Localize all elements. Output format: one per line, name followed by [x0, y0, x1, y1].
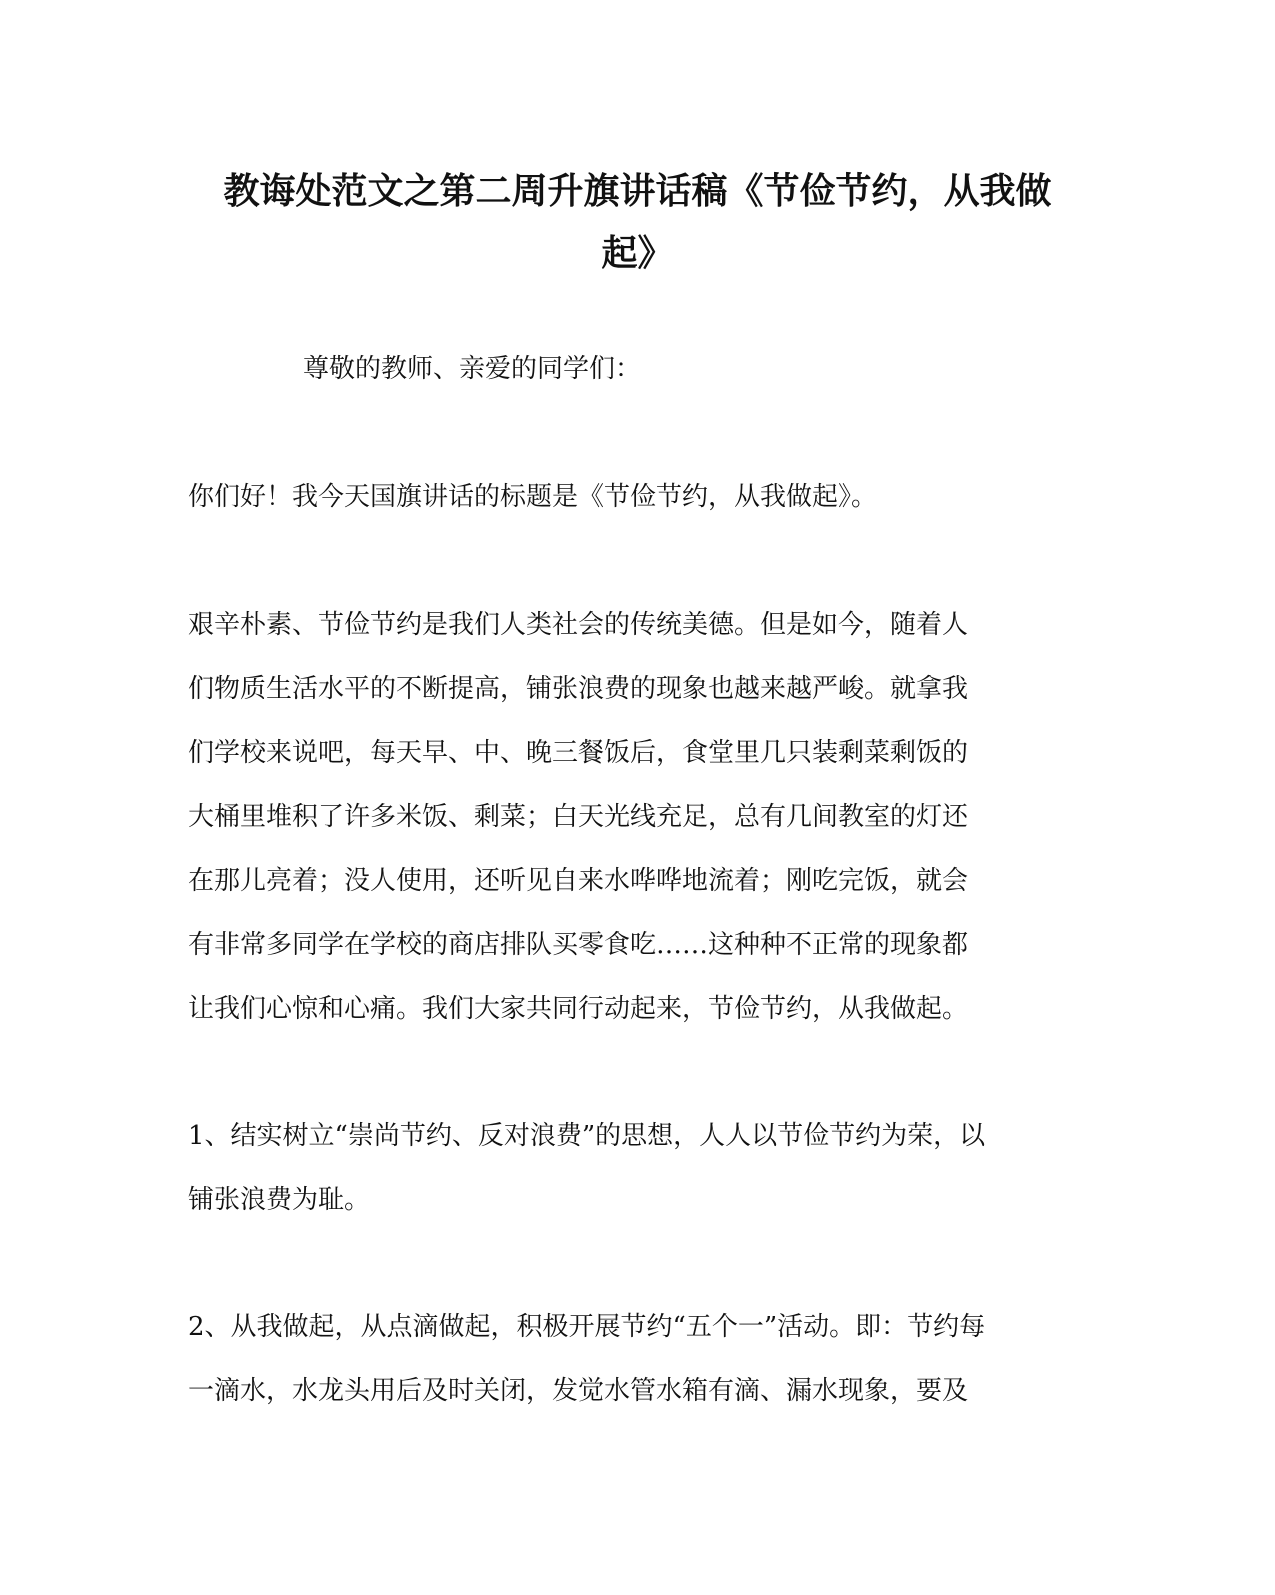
point2-line-2: 一滴水，水龙头用后及时关闭，发觉水管水箱有滴、漏水现象，要及: [188, 1376, 969, 1406]
paragraph1-line-2: 们物质生活水平的不断提高，铺张浪费的现象也越来越严峻。就拿我: [188, 674, 969, 704]
greeting: 你们好！我今天国旗讲话的标题是《节俭节约，从我做起》。: [188, 482, 878, 512]
paragraph1-line-3: 们学校来说吧，每天早、中、晚三餐饭后，食堂里几只装剩菜剩饭的: [188, 738, 969, 768]
paragraph1-line-6: 有非常多同学在学校的商店排队买零食吃……这种种不正常的现象都: [188, 930, 969, 960]
point1-line-2: 铺张浪费为耻。: [188, 1185, 371, 1215]
paragraph1-line-4: 大桶里堆积了许多米饭、剩菜；白天光线充足，总有几间教室的灯还: [188, 802, 969, 832]
paragraph1-line-1: 艰辛朴素、节俭节约是我们人类社会的传统美德。但是如今，随着人: [188, 610, 969, 640]
paragraph1-line-7: 让我们心惊和心痛。我们大家共同行动起来，节俭节约，从我做起。: [188, 994, 969, 1024]
salutation: 尊敬的教师、亲爱的同学们：: [303, 354, 642, 384]
document-title-line-2: 起》: [601, 232, 674, 274]
paragraph1-line-5: 在那儿亮着；没人使用，还听见自来水哗哗地流着；刚吃完饭，就会: [188, 866, 969, 896]
point1-line-1: 1、结实树立“崇尚节约、反对浪费”的思想，人人以节俭节约为荣，以: [188, 1121, 986, 1151]
point2-line-1: 2、从我做起，从点滴做起，积极开展节约“五个一”活动。即：节约每: [188, 1312, 986, 1342]
document-title-line-1: 教诲处范文之第二周升旗讲话稿《节俭节约，从我做: [223, 170, 1052, 212]
